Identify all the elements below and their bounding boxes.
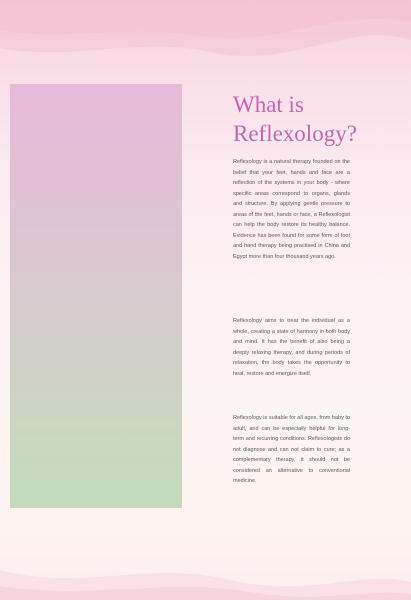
page-title: What is Reflexology?	[233, 92, 357, 146]
paragraph-suitability: Reflexology is suitable for all ages, from baby to adult, and can be especially helpful for long-term and recurring conditions. Reflexologists do not diagnose and can not claim to cure; as a complementary therapy, it should not be considered an alternative to conventional medicine.	[233, 415, 350, 484]
bottom-wave-decoration	[0, 500, 411, 600]
paragraph-holistic: Reflexology aims to treat the individual as a whole, creating a state of harmony in both body and mind. It has the benefit of also being a deeply relaxing therapy, and during periods of relaxation, the body takes the opportunity to heal, restore and energize itself.	[233, 318, 350, 377]
paragraph-intro: Reflexology is a natural therapy founded on the belief that your feet, hands and face are a reflection of the systems in your body - where specific areas correspond to organs, glands and structure. By applying gentle pressure to areas of the feet, hands or face, a Reflexologist can help the body restore its healthy balance. Evidence has been found for some form of foot and hand therapy being practised in China and Egypt more than four thousand years ago.	[233, 159, 350, 260]
image-panel	[10, 84, 182, 508]
